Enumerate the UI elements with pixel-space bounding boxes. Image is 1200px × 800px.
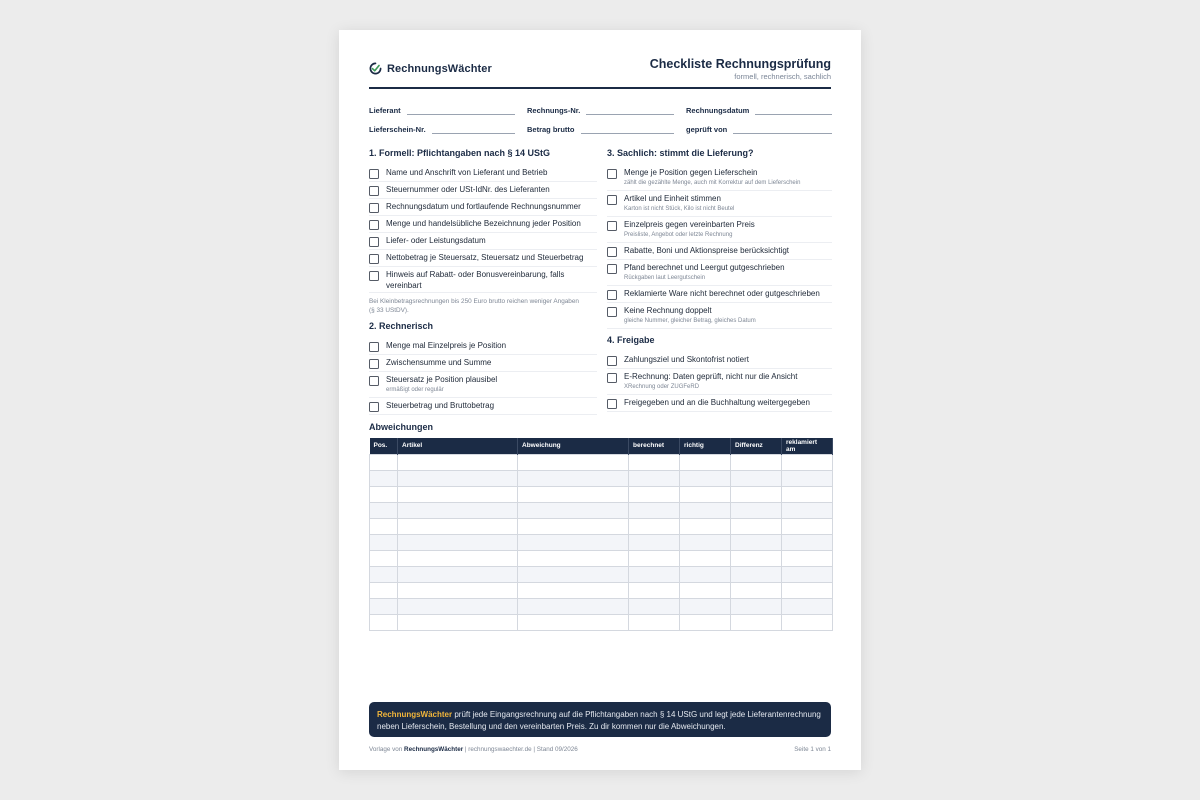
checkbox[interactable] (369, 342, 379, 352)
column-header: Artikel (398, 438, 518, 454)
deviation-row (370, 470, 833, 486)
checkbox[interactable] (369, 203, 379, 213)
checklist-item-label: E-Rechnung: Daten geprüft, nicht nur die Ansicht (624, 372, 798, 381)
deviation-cell[interactable] (680, 486, 731, 502)
checklist-item (369, 199, 597, 216)
deviation-cell[interactable] (731, 614, 782, 630)
checklist-item-hint: Karton ist nicht Stück, Kilo ist nicht Beutel (624, 205, 735, 212)
deviation-cell[interactable] (518, 582, 629, 598)
checklist-item (607, 395, 832, 412)
deviation-cell[interactable] (370, 470, 398, 486)
checklist-item (607, 217, 832, 243)
deviation-row (370, 518, 833, 534)
document-header (369, 56, 831, 89)
deviation-cell[interactable] (398, 486, 518, 502)
checklist-item-label: Reklamierte Ware nicht berechnet oder gutgeschrieben (624, 289, 820, 298)
meta-label: Betrag brutto (527, 125, 575, 134)
checklist-item (369, 355, 597, 372)
deviation-cell[interactable] (629, 614, 680, 630)
column-header: Differenz (731, 438, 782, 454)
checklist-item-label: Menge und handelsübliche Bezeichnung jeder Position (386, 219, 581, 228)
deviation-cell[interactable] (731, 566, 782, 582)
checklist-item-label: Rechnungsdatum und fortlaufende Rechnungsnummer (386, 202, 581, 211)
checked-by-field[interactable] (686, 122, 832, 134)
checklist-approval (607, 352, 832, 412)
deviation-cell[interactable] (398, 470, 518, 486)
checklist-page (339, 30, 861, 770)
deviation-cell[interactable] (680, 550, 731, 566)
checkbox[interactable] (607, 290, 617, 300)
deviation-row (370, 566, 833, 582)
brand-logo (369, 62, 492, 75)
deviation-cell[interactable] (782, 550, 833, 566)
checklist-item-label: Steuersatz je Position plausibel (386, 375, 498, 384)
meta-label: Rechnungs-Nr. (527, 106, 581, 115)
deviation-cell[interactable] (731, 454, 782, 470)
checkbox[interactable] (369, 402, 379, 412)
deviation-cell[interactable] (629, 502, 680, 518)
deviation-cell[interactable] (398, 454, 518, 470)
deviation-cell[interactable] (518, 454, 629, 470)
deviation-cell[interactable] (629, 582, 680, 598)
checklist-item-hint: ermäßigt oder regulär (386, 386, 444, 393)
section-title-arithmetic: 2. Rechnerisch (369, 321, 434, 331)
deviation-cell[interactable] (398, 566, 518, 582)
deviation-cell[interactable] (782, 454, 833, 470)
checklist-item-label: Menge mal Einzelpreis je Position (386, 341, 507, 350)
checkbox[interactable] (369, 271, 379, 281)
checklist-item-hint: Preisliste, Angebot oder letzte Rechnung (624, 231, 733, 238)
deviation-cell[interactable] (370, 614, 398, 630)
checkbox[interactable] (369, 237, 379, 247)
deviation-row (370, 502, 833, 518)
checklist-item (607, 303, 832, 329)
deviation-cell[interactable] (398, 518, 518, 534)
checklist-item (369, 182, 597, 199)
invoice-meta-fields (369, 103, 831, 143)
checklist-item (369, 216, 597, 233)
checklist-item-label: Liefer- oder Leistungsdatum (386, 236, 486, 245)
deviation-cell[interactable] (629, 598, 680, 614)
checkbox[interactable] (369, 169, 379, 179)
checklist-item-label: Freigegeben und an die Buchhaltung weitergegeben (624, 398, 810, 407)
checklist-item (369, 267, 597, 293)
supplier-field[interactable] (369, 103, 515, 115)
checklist-right-column (607, 148, 832, 412)
invoice-date-field[interactable] (686, 103, 832, 115)
meta-label: Rechnungsdatum (686, 106, 750, 115)
deviation-cell[interactable] (370, 534, 398, 550)
checklist-left-column (369, 148, 597, 415)
gross-amount-field[interactable] (527, 122, 674, 134)
checklist-item-label: Zwischensumme und Summe (386, 358, 492, 367)
deviation-cell[interactable] (782, 502, 833, 518)
deviation-row (370, 534, 833, 550)
checklist-item-label: Keine Rechnung doppelt (624, 306, 712, 315)
checkbox[interactable] (607, 169, 617, 179)
checklist-item-label: Steuerbetrag und Bruttobetrag (386, 401, 495, 410)
checklist-item-hint: XRechnung oder ZUGFeRD (624, 383, 700, 390)
deviation-cell[interactable] (782, 614, 833, 630)
checklist-item (607, 191, 832, 217)
footer-brand: RechnungsWächter (404, 746, 464, 753)
deviation-cell[interactable] (731, 550, 782, 566)
checklist-item (369, 233, 597, 250)
deviation-cell[interactable] (398, 550, 518, 566)
footer-suffix: | rechnungswaechter.de | Stand 09/2026 (463, 746, 578, 753)
checkbox[interactable] (607, 195, 617, 205)
deviation-cell[interactable] (782, 582, 833, 598)
deviation-cell[interactable] (782, 486, 833, 502)
checkbox[interactable] (607, 399, 617, 409)
deviations-title: Abweichungen (369, 422, 434, 432)
deviation-cell[interactable] (370, 566, 398, 582)
deviation-cell[interactable] (782, 598, 833, 614)
checklist-factual (607, 165, 832, 329)
checklist-item-label: Pfand berechnet und Leergut gutgeschrieben (624, 263, 785, 272)
invoice-number-field[interactable] (527, 103, 674, 115)
checklist-formal (369, 165, 597, 293)
checklist-item-label: Zahlungsziel und Skontofrist notiert (624, 355, 749, 364)
checkbox[interactable] (607, 247, 617, 257)
checklist-item-label: Menge je Position gegen Lieferschein (624, 168, 758, 177)
checkbox[interactable] (369, 359, 379, 369)
deviation-cell[interactable] (370, 518, 398, 534)
deviation-cell[interactable] (518, 598, 629, 614)
deviation-cell[interactable] (731, 534, 782, 550)
deviation-cell[interactable] (782, 534, 833, 550)
checklist-item (607, 243, 832, 260)
deviation-cell[interactable] (680, 502, 731, 518)
delivery-note-number-field[interactable] (369, 122, 515, 134)
deviation-cell[interactable] (680, 566, 731, 582)
deviation-cell[interactable] (680, 614, 731, 630)
banner-text: prüft jede Eingangsrechnung auf die Pflichtangaben nach § 14 UStG und legt jede Lieferantenrechnung neben Lieferschein, Bestellung und den vereinbarten Preis. Zu dir kommen nur die Abweichungen. (377, 710, 821, 731)
deviation-cell[interactable] (370, 582, 398, 598)
deviation-row (370, 550, 833, 566)
meta-label: Lieferschein-Nr. (369, 125, 426, 134)
deviation-row (370, 598, 833, 614)
section-title-factual: 3. Sachlich: stimmt die Lieferung? (607, 148, 754, 158)
checkbox[interactable] (607, 373, 617, 383)
deviations-header-row (370, 438, 833, 454)
checklist-item-label: Nettobetrag je Steuersatz, Steuersatz und Steuerbetrag (386, 253, 584, 262)
footer-prefix: Vorlage von (369, 746, 405, 753)
checklist-item (369, 165, 597, 182)
deviations-body (370, 454, 833, 630)
deviation-cell[interactable] (680, 454, 731, 470)
checklist-item-hint: zählt die gezählte Menge, auch mit Korrektur auf dem Lieferschein (624, 179, 801, 186)
checklist-item-label: Hinweis auf Rabatt- oder Bonusvereinbarung, falls vereinbart (386, 270, 565, 290)
checkbox[interactable] (369, 220, 379, 230)
deviation-cell[interactable] (782, 518, 833, 534)
column-header: reklamiert am (782, 438, 833, 454)
banner-brand: RechnungsWächter (377, 710, 453, 719)
deviation-cell[interactable] (370, 502, 398, 518)
deviation-cell[interactable] (518, 550, 629, 566)
deviation-row (370, 614, 833, 630)
checklist-item (607, 369, 832, 395)
deviation-cell[interactable] (398, 614, 518, 630)
checklist-item-label: Steuernummer oder USt-IdNr. des Lieferanten (386, 185, 550, 194)
deviation-cell[interactable] (629, 550, 680, 566)
deviation-cell[interactable] (629, 454, 680, 470)
deviation-cell[interactable] (518, 502, 629, 518)
deviation-cell[interactable] (518, 470, 629, 486)
deviation-cell[interactable] (731, 470, 782, 486)
checklist-item-hint: gleiche Nummer, gleicher Betrag, gleiches Datum (624, 317, 756, 324)
page-number: Seite 1 von 1 (794, 746, 831, 753)
checklist-item (369, 250, 597, 267)
checklist-item (607, 286, 832, 303)
deviation-cell[interactable] (731, 598, 782, 614)
deviation-cell[interactable] (629, 518, 680, 534)
meta-label: geprüft von (686, 125, 728, 134)
section-title-formal: 1. Formell: Pflichtangaben nach § 14 UStG (369, 148, 551, 158)
deviation-cell[interactable] (680, 518, 731, 534)
checkbox[interactable] (607, 356, 617, 366)
deviation-cell[interactable] (629, 486, 680, 502)
deviation-cell[interactable] (518, 486, 629, 502)
document-subtitle: formell, rechnerisch, sachlich (734, 72, 831, 81)
deviation-cell[interactable] (370, 454, 398, 470)
shield-check-icon (369, 62, 382, 75)
deviation-cell[interactable] (370, 550, 398, 566)
checklist-item-label: Artikel und Einheit stimmen (624, 194, 721, 203)
deviations-table (369, 438, 833, 631)
brand-name: RechnungsWächter (387, 62, 492, 75)
deviation-cell[interactable] (680, 598, 731, 614)
deviation-cell[interactable] (398, 534, 518, 550)
deviation-cell[interactable] (629, 470, 680, 486)
meta-label: Lieferant (369, 106, 401, 115)
checklist-item-label: Einzelpreis gegen vereinbarten Preis (624, 220, 755, 229)
checklist-item (607, 352, 832, 369)
deviation-cell[interactable] (398, 582, 518, 598)
checkbox[interactable] (369, 186, 379, 196)
deviation-cell[interactable] (731, 518, 782, 534)
checklist-item (369, 398, 597, 415)
deviation-cell[interactable] (518, 518, 629, 534)
page-footer (369, 746, 831, 753)
checklist-item (607, 165, 832, 191)
checkbox[interactable] (607, 221, 617, 231)
deviation-cell[interactable] (370, 598, 398, 614)
checkbox[interactable] (369, 376, 379, 386)
deviation-cell[interactable] (680, 470, 731, 486)
column-header: Pos. (370, 438, 398, 454)
checklist-item (369, 372, 597, 398)
promo-banner (369, 702, 831, 737)
column-header: richtig (680, 438, 731, 454)
checklist-item-hint: Rückgaben laut Leergutschein (624, 274, 706, 281)
document-title: Checkliste Rechnungsprüfung (649, 57, 831, 71)
checklist-item (607, 260, 832, 286)
checklist-item-label: Rabatte, Boni und Aktionspreise berücksichtigt (624, 246, 789, 255)
deviation-cell[interactable] (782, 566, 833, 582)
checklist-arithmetic (369, 338, 597, 415)
small-invoice-note: Bei Kleinbetragsrechnungen bis 250 Euro brutto reichen weniger Angaben (§ 33 UStDV). (369, 298, 579, 314)
deviation-cell[interactable] (370, 486, 398, 502)
deviation-cell[interactable] (731, 502, 782, 518)
deviation-cell[interactable] (398, 502, 518, 518)
deviation-row (370, 486, 833, 502)
deviation-row (370, 582, 833, 598)
checkbox[interactable] (607, 307, 617, 317)
checklist-item-label: Name und Anschrift von Lieferant und Betrieb (386, 168, 548, 177)
section-title-approval: 4. Freigabe (607, 335, 655, 345)
deviation-cell[interactable] (731, 582, 782, 598)
deviation-cell[interactable] (518, 534, 629, 550)
checkbox[interactable] (369, 254, 379, 264)
column-header: berechnet (629, 438, 680, 454)
deviation-cell[interactable] (629, 534, 680, 550)
checklist-item (369, 338, 597, 355)
deviation-cell[interactable] (629, 566, 680, 582)
deviation-cell[interactable] (680, 582, 731, 598)
column-header: Abweichung (518, 438, 629, 454)
deviation-cell[interactable] (782, 470, 833, 486)
deviation-cell[interactable] (518, 614, 629, 630)
checkbox[interactable] (607, 264, 617, 274)
deviation-cell[interactable] (731, 486, 782, 502)
deviation-cell[interactable] (518, 566, 629, 582)
deviation-cell[interactable] (398, 598, 518, 614)
deviation-cell[interactable] (680, 534, 731, 550)
deviation-row (370, 454, 833, 470)
